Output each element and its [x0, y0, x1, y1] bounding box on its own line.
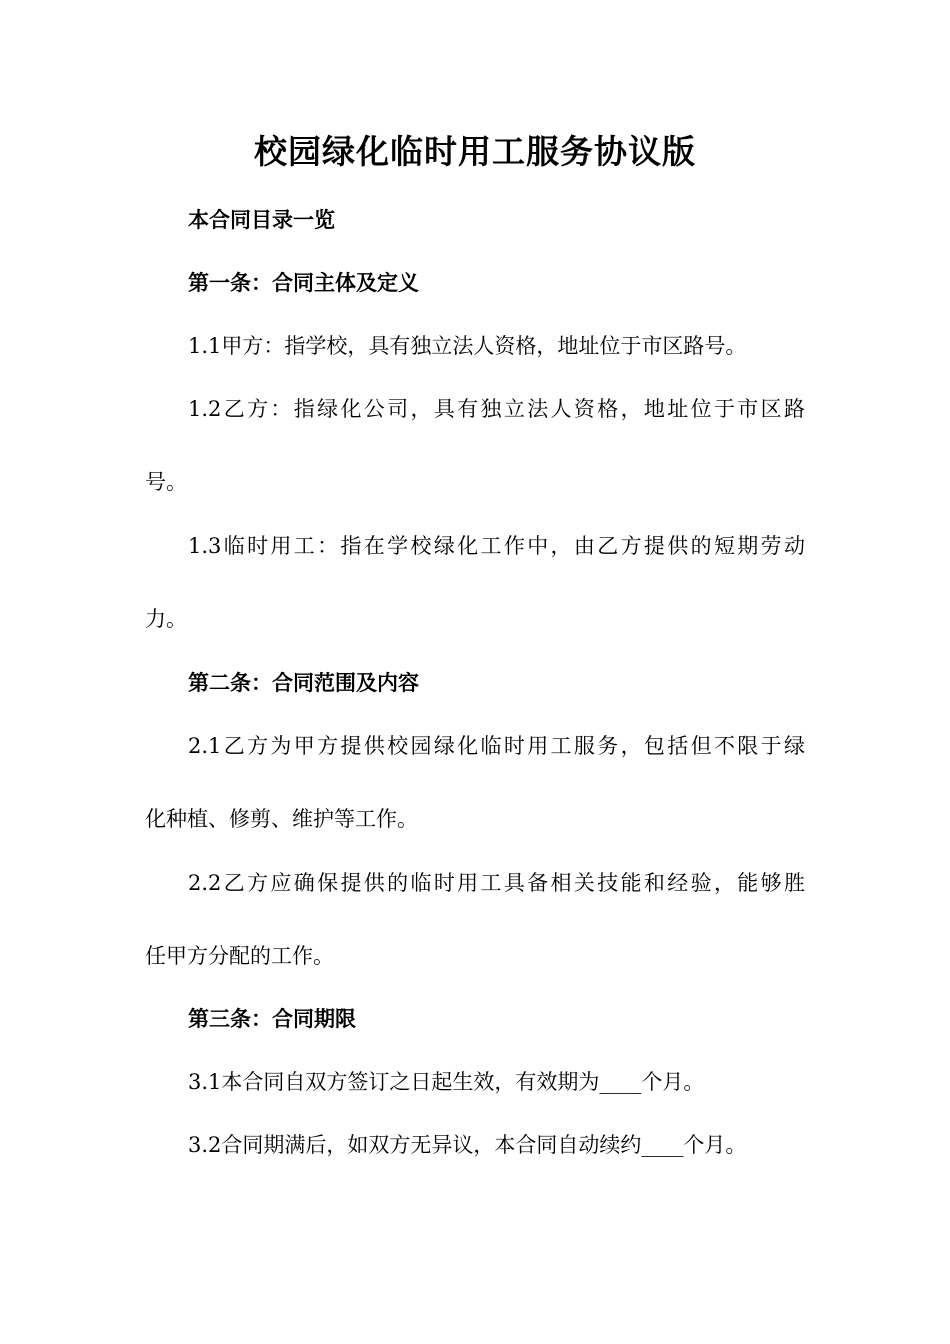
clause-text-continued: 任甲方分配的工作。 [145, 944, 334, 968]
section-heading-1: 第一条：合同主体及定义 [188, 271, 419, 295]
clause-text: 2.2乙方应确保提供的临时用工具备相关技能和经验，能够胜 [188, 871, 805, 895]
document-title: 校园绿化临时用工服务协议版 [254, 132, 696, 171]
clause-1-2 [145, 394, 805, 497]
clause-2-1 [145, 731, 805, 834]
clause-text: 1.2乙方：指绿化公司，具有独立法人资格，地址位于市区路 [188, 397, 805, 421]
clause-3-2 [145, 1130, 805, 1160]
clause-text-continued: 化种植、修剪、维护等工作。 [145, 807, 418, 831]
clause-text: 3.1本合同自双方签订之日起生效，有效期为____个月。 [188, 1070, 705, 1094]
clause-2-2 [145, 868, 805, 971]
clause-text-continued: 号。 [145, 470, 187, 494]
clause-text: 2.1乙方为甲方提供校园绿化临时用工服务，包括但不限于绿 [188, 734, 805, 758]
section-heading-2: 第二条：合同范围及内容 [188, 671, 419, 695]
clause-text: 1.1甲方：指学校，具有独立法人资格，地址位于市区路号。 [188, 334, 747, 358]
clause-1-3 [145, 531, 805, 634]
clause-text-continued: 力。 [145, 607, 187, 631]
section-heading-3: 第三条：合同期限 [188, 1007, 356, 1031]
toc-heading: 本合同目录一览 [188, 208, 335, 232]
clause-text: 1.3临时用工：指在学校绿化工作中，由乙方提供的短期劳动 [188, 534, 805, 558]
clause-text: 3.2合同期满后，如双方无异议，本合同自动续约____个月。 [188, 1133, 747, 1157]
clause-1-1 [145, 331, 805, 361]
clause-3-1 [145, 1067, 805, 1097]
